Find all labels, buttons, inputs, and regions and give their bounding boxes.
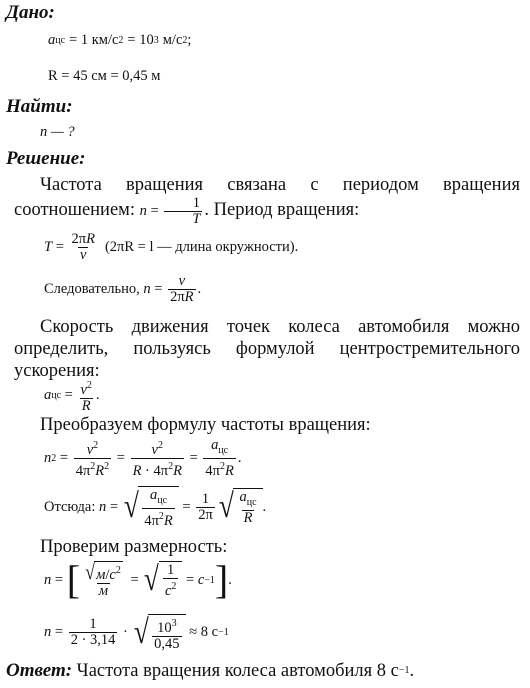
find-line: n — ?	[40, 124, 75, 140]
solution-paragraph-1: Частота вращения связана с периодом вращения соотношением: n = $\frac{1}{T}$ . Период вращения:	[14, 175, 520, 227]
formula-frequency: Следовательно, n = $\frac{v}{2\pi R}$ .	[44, 273, 202, 305]
answer-line: Ответ: Частота вращения колеса автомобиля 8 с −1 .	[6, 660, 415, 681]
given-header: Дано:	[6, 2, 55, 23]
answer-label: Ответ:	[6, 660, 73, 681]
formula-result: n = $\frac{1}{2 \cdot 3,14}$ · √ $\frac{10^3}{0,45}$ ≈ 8 с −1	[44, 613, 229, 652]
find-header: Найти:	[6, 96, 73, 117]
solution-paragraph-3: Преобразуем формулу частоты вращения:	[40, 415, 371, 435]
formula-dimension: n = [ √ $м/c^2$ м = √ $\frac{1}{c^2}$ = c −1 ] .	[44, 557, 232, 602]
formula-acceleration: a цс = $\frac{v^2}{R}$ .	[44, 380, 100, 414]
solution-paragraph-2: Скорость движения точек колеса автомобиля можно определить, пользуясь формулой центростремительного ускорения:	[14, 317, 520, 381]
solution-header: Решение:	[6, 148, 86, 169]
formula-period: T = $\frac{2\pi R}{v}$ (2πR = l — длина окружности).	[44, 231, 299, 263]
solution-paragraph-4: Проверим размерность:	[40, 537, 228, 557]
formula-n-squared: n 2 = $\frac{v^2}{4\pi^2R^2}$ = $\frac{v^2}{R \cdot 4\pi^2R}$ = $\frac{a_{цс}}{4\pi^2R}$ .	[44, 437, 242, 479]
formula-n-root: Отсюда: n = √ $\frac{a_{цс}}{4\pi^2R}$ = $\frac{1}{2\pi}$ √ $\frac{a_{цс}}{R}$ .	[44, 487, 267, 529]
given-acs-line: a цс = 1 км/с 2 = 10 3 м/с 2 ;	[48, 32, 192, 48]
given-r-line: R = 45 см = 0,45 м	[48, 68, 161, 84]
